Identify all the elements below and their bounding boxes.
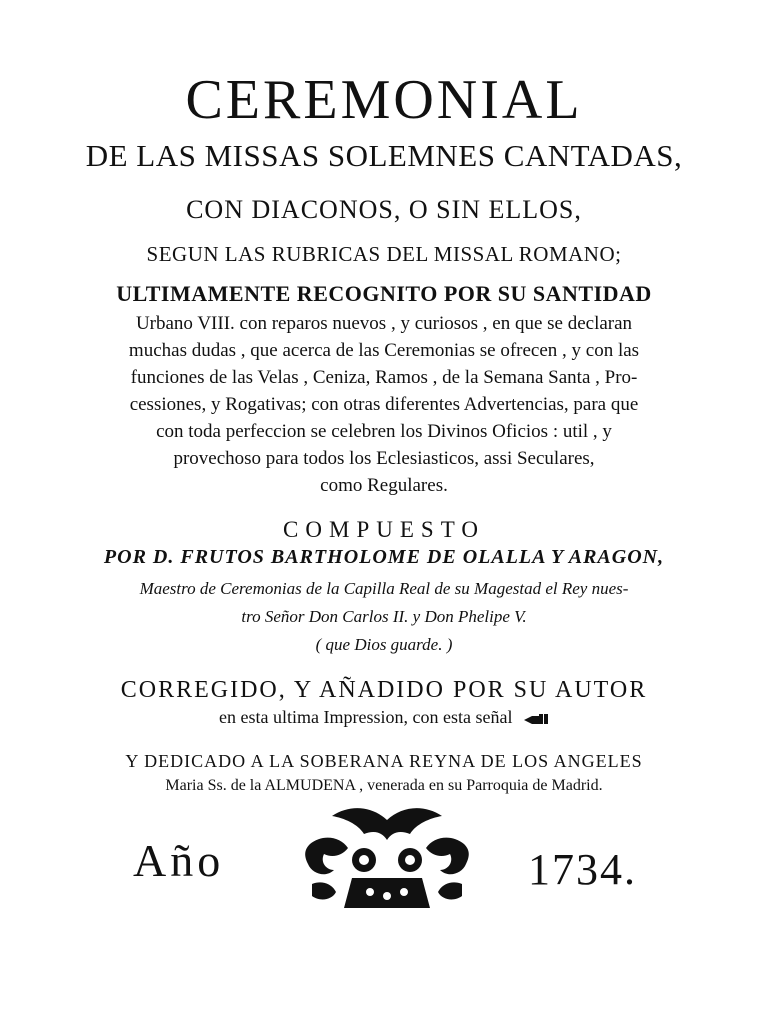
publication-year: 1734. [528,845,637,894]
subtitle-line-3: SEGUN LAS RUBRICAS DEL MISSAL ROMANO; [146,242,622,266]
compuesto-heading: COMPUESTO [283,517,485,542]
body-line: con toda perfeccion se celebren los Divinos Oficios : util , y [156,421,612,442]
corrected-heading: CORREGIDO, Y AÑADIDO POR SU AUTOR [120,677,648,703]
dedication-line: Maria Ss. de la ALMUDENA , venerada en su Parroquia de Madrid. [165,777,603,794]
dedication-heading: Y DEDICADO A LA SOBERANA REYNA DE LOS ANGELES [125,751,643,771]
author-name: POR D. FRUTOS BARTHOLOME DE OLALLA Y ARAGON, [103,546,665,568]
body-line: provechoso para todos los Eclesiasticos, assi Seculares, [173,448,595,469]
printer-ornament-icon [292,804,482,916]
body-line: funciones de las Velas , Ceniza, Ramos , de la Semana Santa , Pro- [130,367,638,388]
author-title-line: tro Señor Don Carlos II. y Don Phelipe V. [241,607,527,626]
body-line: muchas dudas , que acerca de las Ceremonias se ofrecen , y con las [128,340,640,361]
body-line: como Regulares. [320,475,448,496]
impression-line [0,708,768,727]
body-line: cessiones, y Rogativas; con otras diferentes Advertencias, para que [129,394,639,415]
page-title: CEREMONIAL [185,69,583,131]
impression-text: en esta ultima Impression, con esta señal [219,707,513,727]
subtitle-line-4: ULTIMAMENTE RECOGNITO POR SU SANTIDAD [116,281,652,306]
subtitle-line-2: CON DIACONOS, O SIN ELLOS, [186,195,582,224]
author-title-line: ( que Dios guarde. ) [315,635,453,654]
body-line: Urbano VIII. con reparos nuevos , y curiosos , en que se declaran [135,313,633,334]
hand-mark-icon [523,711,549,727]
author-title-line: Maestro de Ceremonias de la Capilla Real de su Magestad el Rey nues- [139,579,629,598]
year-label: Año [133,835,225,886]
subtitle-line-1: DE LAS MISSAS SOLEMNES CANTADAS, [85,138,683,173]
